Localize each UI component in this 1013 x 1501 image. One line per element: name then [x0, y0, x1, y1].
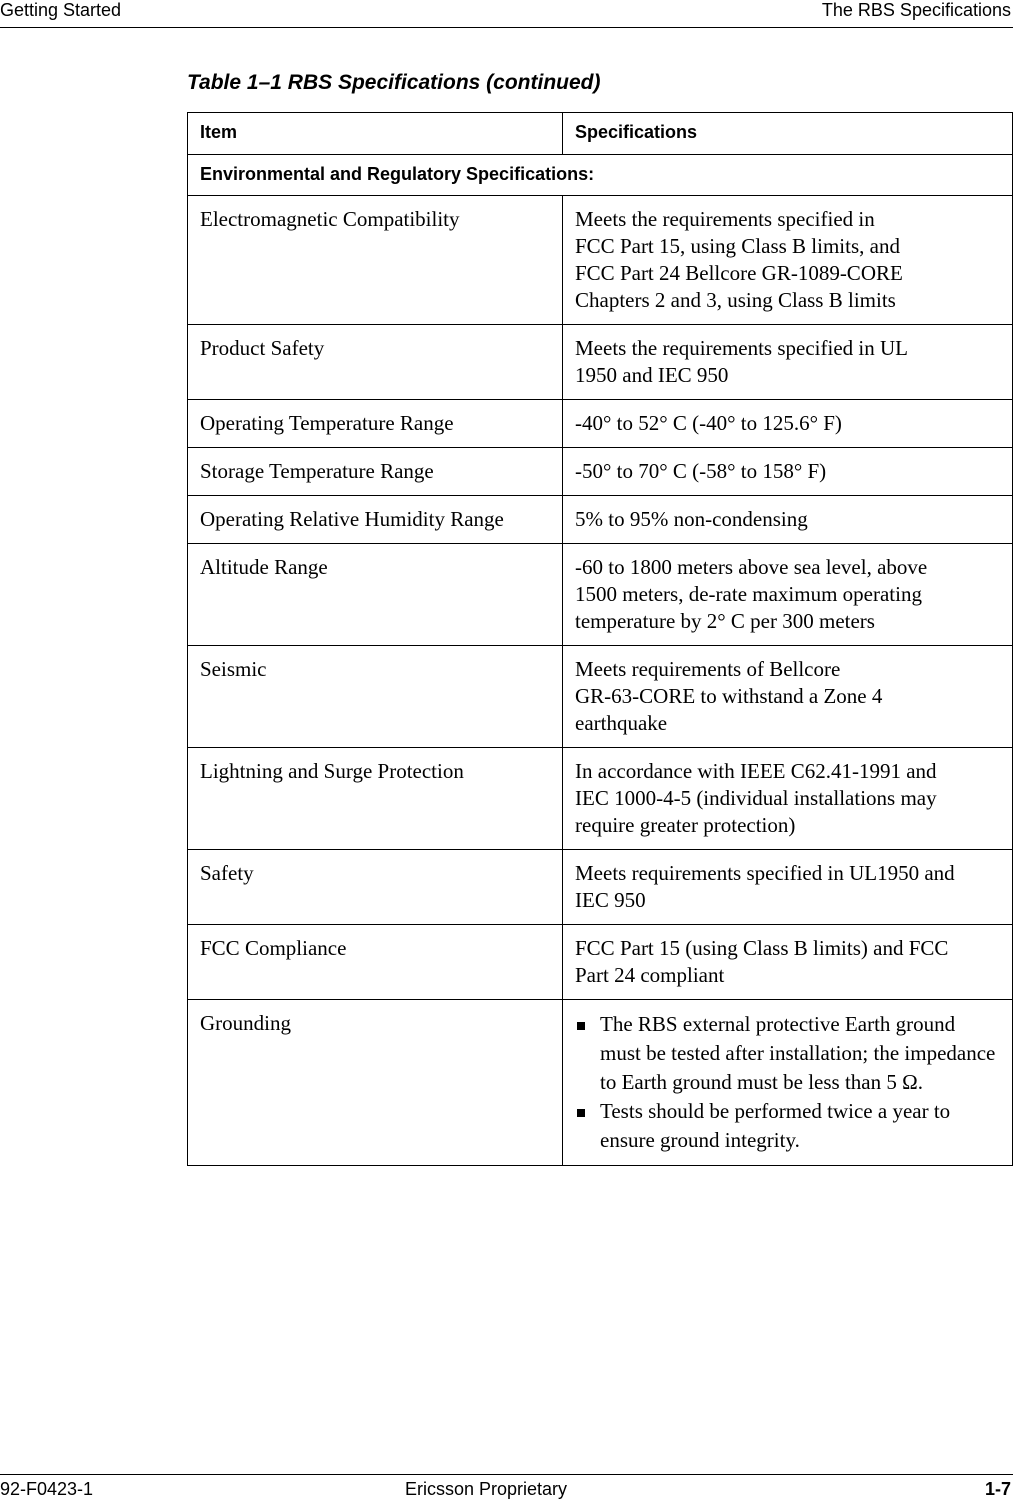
row-item: Grounding	[188, 1000, 563, 1166]
row-item: Operating Relative Humidity Range	[188, 496, 563, 544]
section-title: Environmental and Regulatory Specifications:	[188, 155, 1013, 196]
column-header-item: Item	[188, 113, 563, 155]
row-spec: -50° to 70° C (-58° to 158° F)	[563, 448, 1013, 496]
row-item: Safety	[188, 850, 563, 925]
row-spec: Meets the requirements specified in UL 1950 and IEC 950	[563, 325, 1013, 400]
row-spec: Meets requirements specified in UL1950 and IEC 950	[563, 850, 1013, 925]
header-chapter-title: Getting Started	[0, 0, 122, 20]
row-spec: Meets requirements of Bellcore GR-63-CORE to withstand a Zone 4 earthquake	[563, 646, 1013, 748]
row-spec: -60 to 1800 meters above sea level, above 1500 meters, de-rate maximum operating temperature by 2° C per 300 meters	[563, 544, 1013, 646]
table-caption: Table 1–1 RBS Specifications (continued)	[187, 71, 601, 94]
row-item: Electromagnetic Compatibility	[188, 196, 563, 325]
bullet-text: Tests should be performed twice a year to ensure ground integrity.	[600, 1099, 951, 1152]
footer-document-number: 92-F0423-1	[0, 1479, 94, 1499]
square-bullet-icon	[577, 1109, 585, 1117]
list-item	[575, 1097, 1000, 1155]
list-item	[575, 1010, 1000, 1097]
footer-proprietary-notice: Ericsson Proprietary	[405, 1479, 568, 1499]
row-item: Operating Temperature Range	[188, 400, 563, 448]
column-header-specifications: Specifications	[563, 113, 1013, 155]
header-section-title: The RBS Specifications	[821, 0, 1011, 20]
row-item: Altitude Range	[188, 544, 563, 646]
row-spec: 5% to 95% non-condensing	[563, 496, 1013, 544]
row-spec: FCC Part 15 (using Class B limits) and FCC Part 24 compliant	[563, 925, 1013, 1000]
table-row	[188, 496, 1013, 544]
running-footer	[0, 1474, 1013, 1501]
table-row	[188, 448, 1013, 496]
table-row	[188, 850, 1013, 925]
table-row	[188, 646, 1013, 748]
footer-page-number: 1-7	[984, 1479, 1011, 1499]
row-item: Storage Temperature Range	[188, 448, 563, 496]
table-row	[188, 400, 1013, 448]
running-header	[0, 0, 1013, 28]
row-spec	[563, 1000, 1013, 1166]
square-bullet-icon	[577, 1022, 585, 1030]
row-spec: Meets the requirements specified in FCC Part 15, using Class B limits, and FCC Part 24 Bellcore GR-1089-CORE Chapters 2 and 3, using Class B limits	[563, 196, 1013, 325]
section-row	[188, 155, 1013, 196]
table-row-grounding	[188, 1000, 1013, 1166]
table-header-row	[188, 113, 1013, 155]
row-item: Seismic	[188, 646, 563, 748]
row-spec: In accordance with IEEE C62.41-1991 and IEC 1000-4-5 (individual installations may require greater protection)	[563, 748, 1013, 850]
bullet-text: The RBS external protective Earth ground must be tested after installation; the impedance to Earth ground must be less than 5 Ω.	[600, 1012, 996, 1094]
table-row	[188, 544, 1013, 646]
row-item: Lightning and Surge Protection	[188, 748, 563, 850]
table-row	[188, 196, 1013, 325]
table-row	[188, 748, 1013, 850]
specifications-table	[187, 112, 1013, 1166]
row-item: FCC Compliance	[188, 925, 563, 1000]
table-row	[188, 325, 1013, 400]
table-row	[188, 925, 1013, 1000]
row-spec: -40° to 52° C (-40° to 125.6° F)	[563, 400, 1013, 448]
row-item: Product Safety	[188, 325, 563, 400]
grounding-bullet-list	[575, 1010, 1000, 1155]
